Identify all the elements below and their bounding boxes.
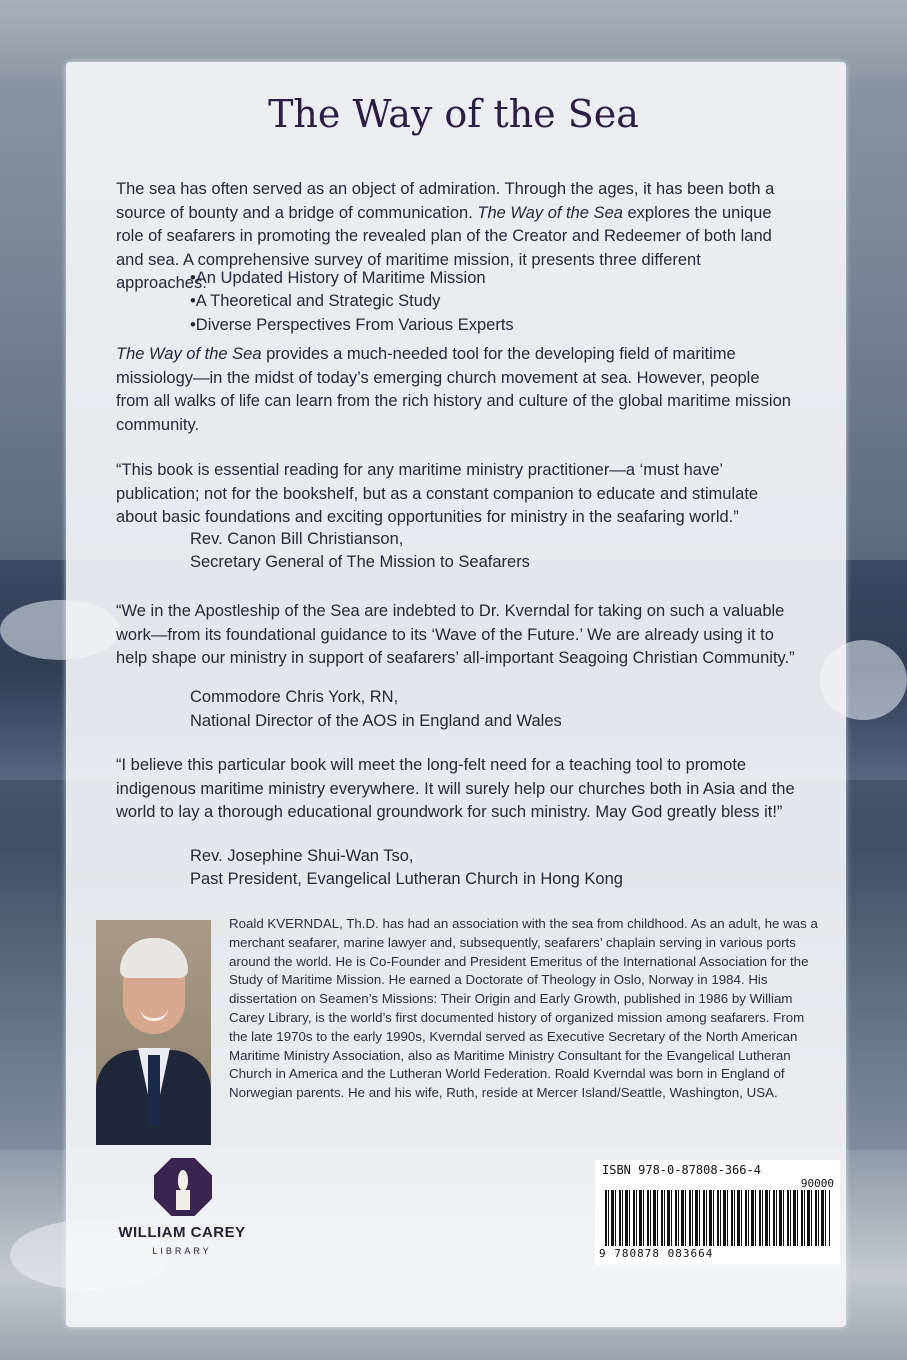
price-code: 90000 — [800, 1177, 834, 1190]
endorser-name: Rev. Josephine Shui-Wan Tso, — [190, 847, 414, 865]
endorser-role: Past President, Evangelical Lutheran Church in Hong Kong — [190, 870, 623, 888]
endorser-name: Commodore Chris York, RN, — [190, 688, 399, 706]
endorsement-quote: “I believe this particular book will meet the long-felt need for a teaching tool to promote indigenous maritime ministry everywhere. It will surely help our churches both in Asia and the world to lay a thorough educational groundwork for such ministry. May God greatly bless it!” — [116, 756, 795, 821]
list-item: • A Theoretical and Strategic Study — [190, 290, 514, 313]
flame-icon — [178, 1170, 188, 1190]
endorsement-quote: “This book is essential reading for any maritime ministry practitioner—a ‘must have’ publication; not for the bookshelf, but as a constant companion to educate and stimulate about basic foundations and exciting opportunities for ministry in the seafaring world.” — [116, 461, 759, 526]
endorsement-quote: “We in the Apostleship of the Sea are indebted to Dr. Kverndal for taking on such a valuable work—from its foundational guidance to its ‘Wave of the Future.’ We are already using it to help shape our ministry in support of seafarers’ all-important Seagoing Christian Community.” — [116, 602, 795, 667]
list-item: • Diverse Perspectives From Various Experts — [190, 314, 514, 337]
approach-list — [190, 267, 514, 337]
author-photo — [96, 920, 211, 1145]
intro-paragraph: The sea has often served as an object of admiration. Through the ages, it has been both a source of bounty and a bridge of communication. The Way of the Sea explores the unique role of seafarers in promoting the revealed plan of the Creator and Redeemer of both land and sea. A comprehensive survey of maritime mission, it presents three different approaches: — [116, 180, 775, 292]
endorser-name: Rev. Canon Bill Christianson, — [190, 530, 404, 548]
isbn-number: ISBN 978-0-87808-366-4 — [602, 1163, 761, 1177]
author-bio: Roald KVERNDAL, Th.D. has had an association with the sea from childhood. As an adult, he was a merchant seafarer, marine lawyer and, subsequently, seafarers’ chaplain serving in various ports around the world. He is Co-Founder and President Emeritus of the International Association for the Study of Maritime Mission. He earned a Doctorate of Theology in Oslo, Norway in 1984. His dissertation on Seamen’s Missions: Their Origin and Early Growth, published in 1986 by William Carey Library, is the world’s first documented history of organized mission among seafarers. From the late 1970s to the early 1990s, Kverndal served as Executive Secretary of the North American Maritime Ministry Association, also as Maritime Ministry Consultant for the Evangelical Lutheran Church in America and the Lutheran World Federation. Roald Kverndal was born in England of Norwegian parents. He and his wife, Ruth, reside at Mercer Island/Seattle, Washington, USA. — [229, 916, 818, 1101]
isbn-barcode — [595, 1160, 840, 1265]
book-title: The Way of the Sea — [268, 92, 639, 136]
publisher-name: WILLIAM CAREY — [118, 1224, 246, 1241]
endorser-role: Secretary General of The Mission to Seafarers — [190, 553, 530, 571]
candle-icon — [176, 1190, 190, 1210]
barcode-bars — [605, 1190, 830, 1246]
endorser-role: National Director of the AOS in England and Wales — [190, 712, 562, 730]
publisher-logo — [112, 1158, 252, 1268]
barcode-digits: 9 780878 083664 — [599, 1247, 714, 1260]
description-paragraph: The Way of the Sea provides a much-needed tool for the developing field of maritime missiology—in the midst of today’s emerging church movement at sea. However, people from all walks of life can learn from the rich history and culture of the global maritime mission community. — [116, 345, 791, 434]
publisher-subtitle: LIBRARY — [152, 1246, 212, 1256]
list-item: • An Updated History of Maritime Mission — [190, 267, 514, 290]
